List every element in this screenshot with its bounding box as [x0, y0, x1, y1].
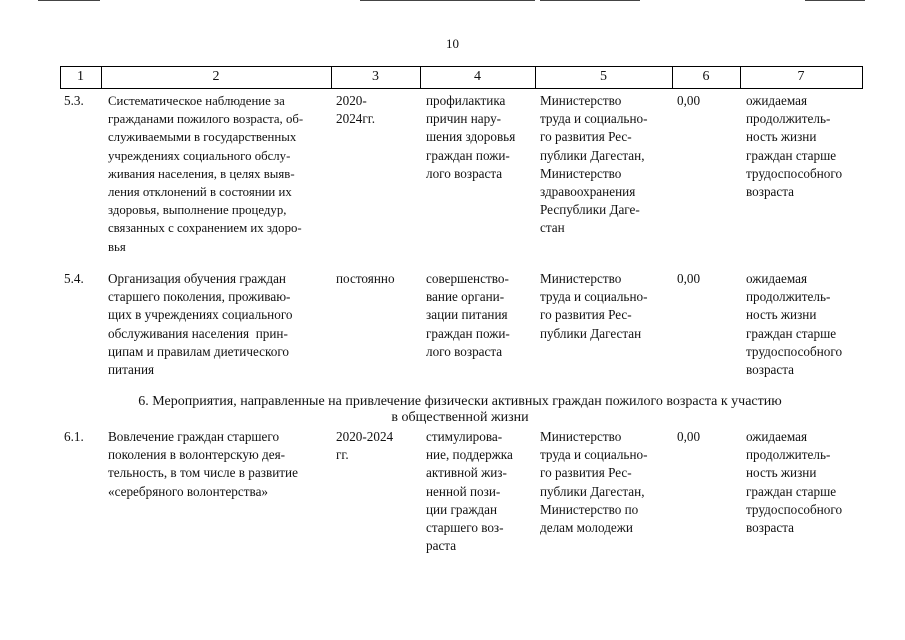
row-number: 6.1. [64, 429, 84, 444]
activity-cell: Вовлечение граждан старшего поколения в волонтерскую дея- тельность, в том числе в развитие «серебряного волонтерства» [108, 429, 298, 499]
period-cell: постоянно [336, 271, 395, 286]
amount-cell: 0,00 [677, 429, 701, 444]
amount-cell: 0,00 [677, 93, 701, 108]
goal-cell: профилактика причин нару- шения здоровья граждан пожи- лого возраста [426, 93, 516, 181]
goal-cell: стимулирова- ние, поддержка активной жиз- ненной пози- ции граждан старшего воз- раста [426, 429, 513, 554]
column-header: 2 [212, 69, 220, 84]
goal-cell: совершенство- вание органи- зации питания граждан пожи- лого возраста [426, 271, 510, 359]
column-header: 4 [474, 69, 481, 84]
section-heading: 6. Мероприятия, направленные на привлечение физически активных граждан пожилого возраста к участию в общественной жизни [138, 394, 782, 425]
result-cell: ожидаемая продолжитель- ность жизни граждан старше трудоспособного возраста [746, 271, 843, 378]
scan-edge-line [360, 0, 535, 1]
period-cell: 2020- 2024гг. [336, 93, 376, 127]
period-cell: 2020-2024 гг. [336, 429, 394, 463]
column-header: 3 [372, 69, 379, 84]
executor-cell: Министерство труда и социально- го развития Рес- публики Дагестан, Министерство здравоохранения Республики Даге- стан [540, 93, 648, 236]
row-number: 5.4. [64, 271, 84, 286]
scan-edge-line [38, 0, 100, 1]
table-header-border [60, 88, 863, 89]
result-cell: ожидаемая продолжитель- ность жизни граждан старше трудоспособного возраста [746, 93, 843, 200]
column-header: 5 [600, 69, 607, 84]
activity-cell: Организация обучения граждан старшего поколения, проживаю- щих в учреждениях социального обслуживания населения прин- ципам и правилам диетического питания [108, 271, 293, 378]
row-number: 5.3. [64, 93, 84, 108]
column-header: 1 [77, 69, 84, 84]
scan-edge-line [540, 0, 640, 1]
column-divider [862, 66, 863, 89]
amount-cell: 0,00 [677, 271, 701, 286]
table-top-border [60, 66, 863, 67]
activity-cell: Систематическое наблюдение за гражданами пожилого возраста, об- служиваемыми в государственных учреждениях социального обслу- живания населения, в целях выяв- ления отклонений в состоянии их здоровья, выполнение процедур, связанных с сохранением их здоро- вья [108, 94, 304, 254]
column-header: 7 [797, 69, 805, 84]
column-header: 6 [702, 69, 710, 84]
result-cell: ожидаемая продолжитель- ность жизни граждан старше трудоспособного возраста [746, 429, 843, 536]
executor-cell: Министерство труда и социально- го развития Рес- публики Дагестан [540, 271, 648, 341]
executor-cell: Министерство труда и социально- го развития Рес- публики Дагестан, Министерство по делам молодежи [540, 429, 648, 536]
page-number: 10 [446, 36, 459, 51]
scan-edge-line [805, 0, 865, 1]
